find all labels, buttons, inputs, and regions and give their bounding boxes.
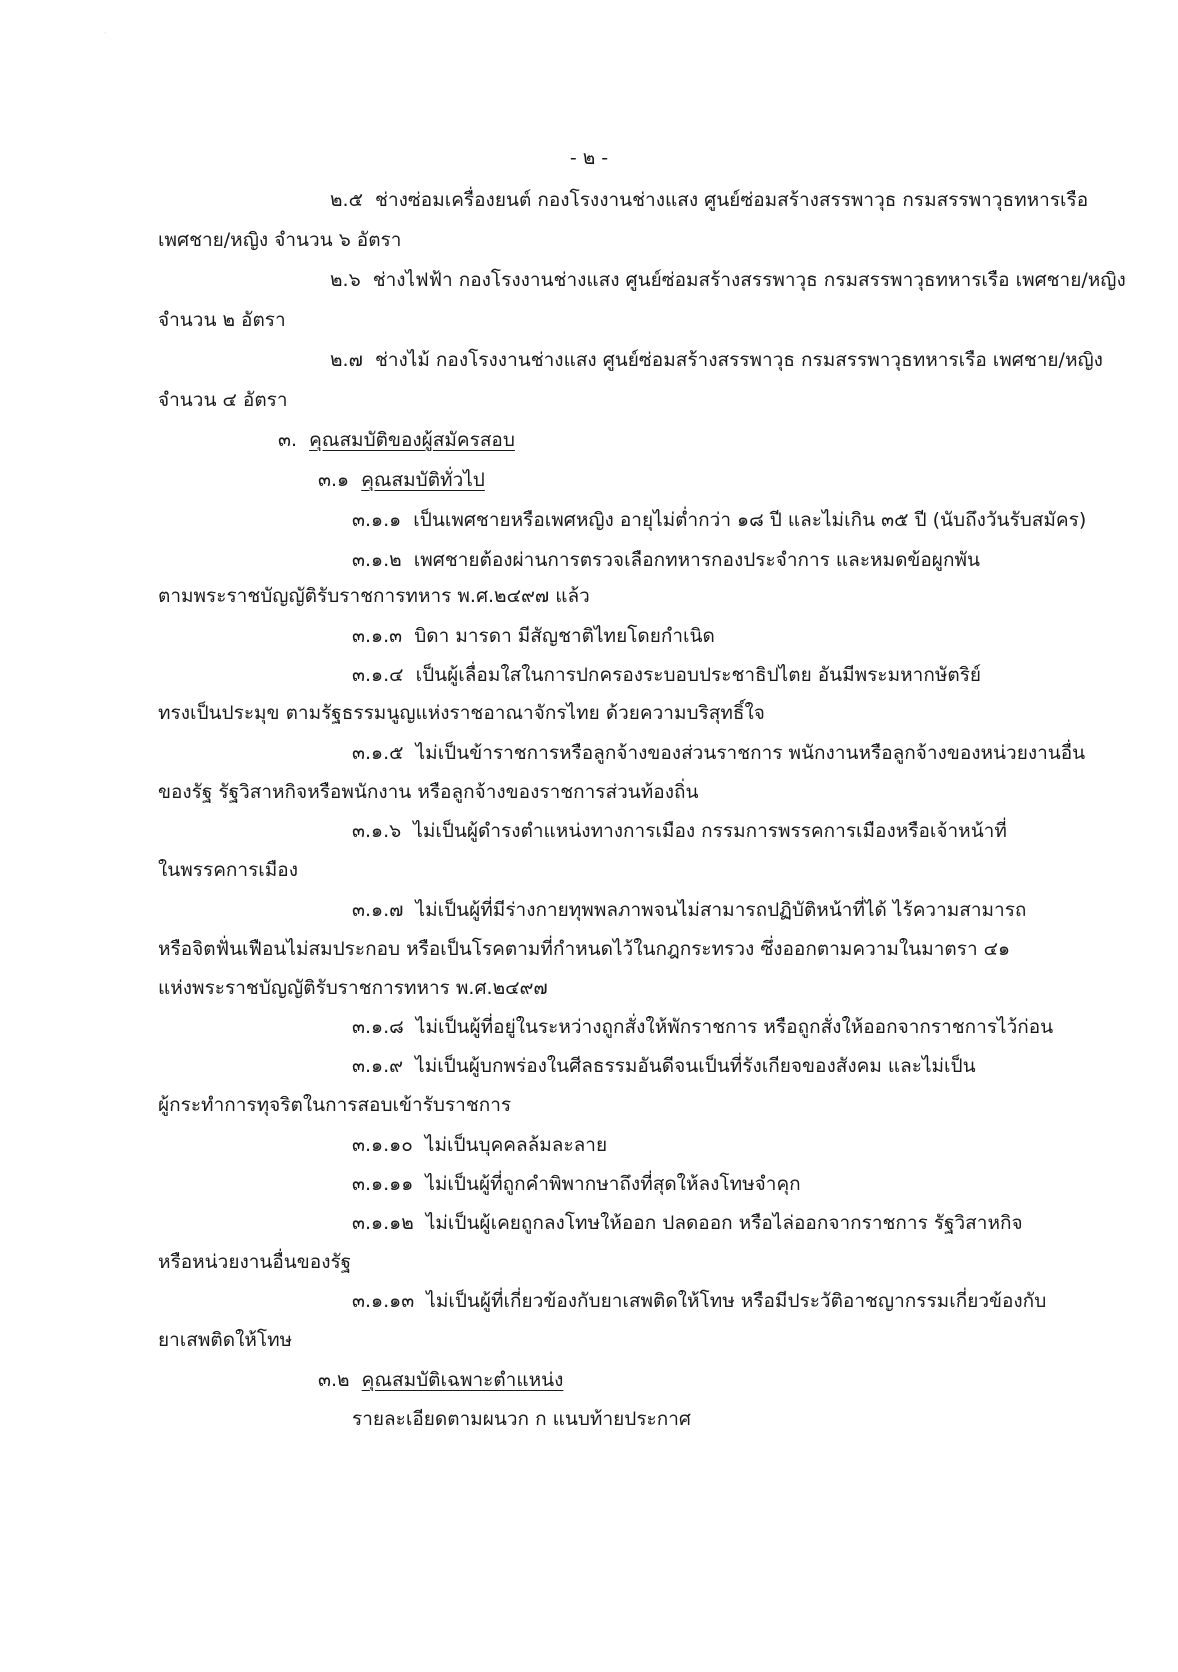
item-number: ๒.๕ [330,189,363,211]
scan-speck: · [104,29,107,38]
clause-number: ๓.๑.๕ [352,742,404,764]
clause-number: ๓.๑.๑๓ [352,1290,415,1312]
item-text: ช่างซ่อมเครื่องยนต์ กองโรงงานช่างแสง ศูนย์ซ่อมสร้างสรรพาวุธ กรมสรรพาวุธทหารเรือ [375,189,1089,211]
clause-3-1-13-line2: ยาเสพติดให้โทษ [158,1329,293,1351]
clause-number: ๓.๑.๗ [352,899,404,921]
clause-text: บิดา มารดา มีสัญชาติไทยโดยกำเนิด [414,625,715,647]
section-3-heading [278,427,515,453]
subsection-3-2-heading [318,1367,563,1393]
clause-text: ไม่เป็นผู้เคยถูกลงโทษให้ออก ปลดออก หรือไล่ออกจากราชการ รัฐวิสาหกิจ [425,1212,1023,1234]
clause-text: ไม่เป็นผู้ดำรงตำแหน่งทางการเมือง กรรมการพรรคการเมืองหรือเจ้าหน้าที่ [413,820,1007,842]
clause-text: ไม่เป็นผู้ที่ถูกคำพิพากษาถึงที่สุดให้ลงโทษจำคุก [425,1173,801,1195]
clause-number: ๓.๑.๙ [352,1055,404,1077]
clause-text: ไม่เป็นผู้ที่มีร่างกายทุพพลภาพจนไม่สามารถปฏิบัติหน้าที่ได้ ไร้ความสามารถ [415,899,1027,921]
item-2-6-line2: จำนวน ๒ อัตรา [158,309,286,331]
item-2-5-line1 [330,187,1088,213]
subsection-3-1-heading [318,467,485,493]
subsection-number: ๓.๒ [318,1369,350,1391]
clause-3-1-2-line2: ตามพระราชบัญญัติรับราชการทหาร พ.ศ.๒๔๙๗ แล้ว [158,585,590,607]
clause-3-1-9-line2: ผู้กระทำการทุจริตในการสอบเข้ารับราชการ [158,1094,512,1116]
item-2-7-line1 [330,347,1103,373]
subsection-title: คุณสมบัติทั่วไป [361,469,485,491]
item-text: ช่างไม้ กองโรงงานช่างแสง ศูนย์ซ่อมสร้างสรรพาวุธ กรมสรรพาวุธทหารเรือ เพศชาย/หญิง [374,349,1103,371]
clause-text: ไม่เป็นผู้ที่อยู่ในระหว่างถูกสั่งให้พักราชการ หรือถูกสั่งให้ออกจากราชการไว้ก่อน [415,1016,1054,1038]
clause-text: ไม่เป็นข้าราชการหรือลูกจ้างของส่วนราชการ พนักงานหรือลูกจ้างของหน่วยงานอื่น [415,742,1086,764]
item-2-6-line1 [330,267,1126,293]
section-number: ๓. [278,429,298,451]
clause-number: ๓.๑.๑๑ [352,1173,414,1195]
clause-text: ไม่เป็นผู้บกพร่องในศีลธรรมอันดีจนเป็นที่รังเกียจของสังคม และไม่เป็น [415,1055,976,1077]
item-2-7-line2: จำนวน ๔ อัตรา [158,389,288,411]
item-2-5-line2: เพศชาย/หญิง จำนวน ๖ อัตรา [158,229,402,251]
section-title: คุณสมบัติของผู้สมัครสอบ [309,429,515,451]
clause-text: เป็นเพศชายหรือเพศหญิง อายุไม่ต่ำกว่า ๑๘ ปี และไม่เกิน ๓๕ ปี (นับถึงวันรับสมัคร) [413,509,1087,531]
clause-number: ๓.๑.๓ [352,625,403,647]
clause-3-1-12-line1 [352,1210,1023,1236]
clause-3-1-4-line1 [352,662,981,688]
clause-3-1-12-line2: หรือหน่วยงานอื่นของรัฐ [158,1251,352,1273]
item-text: ช่างไฟฟ้า กองโรงงานช่างแสง ศูนย์ซ่อมสร้างสรรพาวุธ กรมสรรพาวุธทหารเรือ เพศชาย/หญิง [372,269,1126,291]
clause-3-1-7-line3: แห่งพระราชบัญญัติรับราชการทหาร พ.ศ.๒๔๙๗ [158,977,548,999]
subsection-3-2-detail: รายละเอียดตามผนวก ก แนบท้ายประกาศ [352,1408,691,1430]
item-number: ๒.๗ [330,349,363,371]
subsection-number: ๓.๑ [318,469,350,491]
clause-number: ๓.๑.๑๒ [352,1212,414,1234]
clause-text: ไม่เป็นผู้ที่เกี่ยวข้องกับยาเสพติดให้โทษ หรือมีประวัติอาชญากรรมเกี่ยวข้องกับ [426,1290,1047,1312]
clause-3-1-6-line1 [352,818,1007,844]
clause-3-1-10 [352,1132,607,1158]
clause-3-1-2-line1 [352,547,980,573]
subsection-title: คุณสมบัติเฉพาะตำแหน่ง [361,1369,564,1391]
clause-3-1-5-line2: ของรัฐ รัฐวิสาหกิจหรือพนักงาน หรือลูกจ้างของราชการส่วนท้องถิ่น [158,781,699,803]
clause-3-1-6-line2: ในพรรคการเมือง [158,859,298,881]
clause-3-1-3 [352,623,715,649]
clause-text: เป็นผู้เลื่อมใสในการปกครองระบอบประชาธิปไตย อันมีพระมหากษัตริย์ [415,664,982,686]
clause-3-1-11 [352,1171,801,1197]
clause-text: ไม่เป็นบุคคลล้มละลาย [424,1134,608,1156]
page-number: - ๒ - [569,147,609,169]
clause-3-1-7-line1 [352,897,1026,923]
clause-3-1-1 [352,507,1086,533]
clause-3-1-9-line1 [352,1053,976,1079]
clause-3-1-7-line2: หรือจิตฟั่นเฟือนไม่สมประกอบ หรือเป็นโรคตามที่กำหนดไว้ในกฎกระทรวง ซึ่งออกตามความในมาตรา ๔๑ [158,938,1011,960]
clause-number: ๓.๑.๑ [352,509,402,531]
clause-text: เพศชายต้องผ่านการตรวจเลือกทหารกองประจำการ และหมดข้อผูกพัน [413,549,980,571]
clause-number: ๓.๑.๒ [352,549,402,571]
clause-number: ๓.๑.๘ [352,1016,404,1038]
clause-3-1-5-line1 [352,740,1085,766]
clause-number: ๓.๑.๑๐ [352,1134,413,1156]
clause-number: ๓.๑.๔ [352,664,404,686]
clause-3-1-8 [352,1014,1053,1040]
clause-3-1-13-line1 [352,1288,1046,1314]
clause-number: ๓.๑.๖ [352,820,402,842]
item-number: ๒.๖ [330,269,361,291]
clause-3-1-4-line2: ทรงเป็นประมุข ตามรัฐธรรมนูญแห่งราชอาณาจักรไทย ด้วยความบริสุทธิ์ใจ [158,702,765,724]
